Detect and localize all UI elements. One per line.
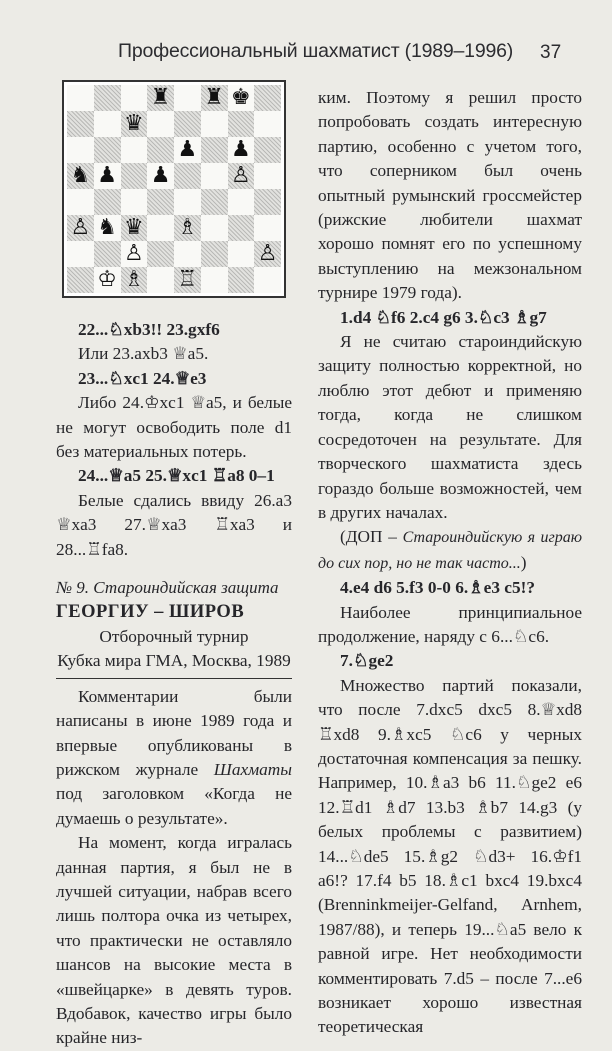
paragraph: Наиболее принципиальное продолжение, наряду с 6...♘c6. — [318, 602, 582, 646]
paragraph: Или 23.axb3 ♕a5. — [78, 344, 209, 364]
chess-piece: ♟ — [177, 137, 198, 162]
board-square — [94, 267, 121, 293]
journal-title: Шахматы — [213, 759, 292, 779]
chess-piece: ♗ — [177, 215, 198, 240]
board-square — [147, 137, 174, 163]
chess-piece: ♙ — [124, 241, 144, 266]
chess-diagram — [62, 80, 286, 298]
chess-piece: ♟ — [97, 163, 117, 188]
right-column — [318, 86, 582, 1040]
board-square — [94, 241, 121, 267]
board-square — [94, 85, 121, 111]
board-square — [254, 267, 281, 293]
board-square — [94, 215, 121, 241]
chess-piece: ♙ — [257, 241, 278, 266]
board-square — [147, 241, 174, 267]
move-line: 1.d4 ♘f6 2.c4 g6 3.♘c3 ♗g7 — [340, 307, 547, 327]
chess-piece: ♟ — [231, 137, 251, 162]
board-square — [94, 189, 121, 215]
board-square — [254, 241, 281, 267]
board-square — [228, 189, 255, 215]
board-square — [67, 241, 94, 267]
chess-piece: ♔ — [97, 267, 117, 292]
chess-piece: ♞ — [97, 215, 117, 240]
board-square — [228, 267, 255, 293]
board-square — [201, 85, 228, 111]
board-square — [147, 85, 174, 111]
board-square — [67, 85, 94, 111]
board-square — [121, 189, 148, 215]
board-square — [254, 163, 281, 189]
board-square — [147, 267, 174, 293]
paragraph: Белые сдались ввиду 26.a3 ♕xa3 27.♕xa3 ♖xa3 и 28...♖fa8. — [56, 490, 292, 559]
chess-piece: ♜ — [150, 85, 171, 110]
board-square — [174, 137, 201, 163]
board-square — [201, 163, 228, 189]
board-square — [147, 163, 174, 189]
board-square — [201, 137, 228, 163]
chess-piece: ♖ — [177, 267, 198, 292]
board-square — [254, 189, 281, 215]
chess-piece: ♛ — [124, 215, 144, 240]
game-number-title: № 9. Староиндийская защита — [56, 578, 279, 598]
board-square — [67, 215, 94, 241]
board-square — [121, 241, 148, 267]
board-square — [67, 137, 94, 163]
board-square — [147, 189, 174, 215]
board-square — [121, 163, 148, 189]
board-square — [67, 111, 94, 137]
page-header — [0, 40, 612, 70]
board-square — [174, 241, 201, 267]
board-square — [174, 267, 201, 293]
event-line: Кубка мира ГМА, Москва, 1989 — [57, 651, 291, 671]
move-line: 22...♘xb3!! 23.gxf6 — [78, 320, 220, 339]
text: (ДОП – — [340, 527, 403, 547]
board-square — [201, 215, 228, 241]
paragraph — [56, 685, 292, 831]
board-square — [201, 111, 228, 137]
board-square — [228, 111, 255, 137]
board-square — [201, 241, 228, 267]
board-square — [67, 189, 94, 215]
chess-piece: ♞ — [70, 163, 91, 188]
board-square — [228, 85, 255, 111]
running-head: Профессиональный шахматист (1989–1996) — [118, 40, 514, 62]
left-column — [56, 318, 292, 1051]
board-square — [121, 85, 148, 111]
move-line: 7.♘ge2 — [340, 651, 394, 671]
board-square — [201, 267, 228, 293]
chess-piece: ♛ — [124, 111, 144, 136]
board-square — [147, 111, 174, 137]
move-line: 4.e4 d6 5.f3 0-0 6.♗e3 c5!? — [340, 578, 535, 598]
board-square — [254, 85, 281, 111]
board-square — [147, 215, 174, 241]
paragraph: ким. Поэтому я решил просто попробовать создать интересную партию, особенно с учетом того, что соперником был очень опытный румынский гроссмейстер (рижские любители шахмат хорошо помнят его по успешному выступлению на межзональном турнире 1979 года). — [318, 88, 582, 303]
chess-piece: ♚ — [231, 85, 251, 110]
board-square — [228, 215, 255, 241]
chess-piece: ♙ — [70, 215, 91, 240]
paragraph: На момент, когда игралась данная партия, я был не в лучшей ситуации, набрав всего лишь полтора очка из четырех, что практически не оставляло шансов на высокие места в «швейцарке» в девять туров. Вдобавок, качество игры было крайне низ- — [56, 833, 292, 1048]
paragraph: Множество партий показали, что после 7.dxc5 dxc5 8.♕xd8 ♖xd8 9.♗xc5 ♘c6 у черных достаточная компенсация за пешку. Например, 10.♗a3 b6 11.♘ge2 e6 12.♖d1 ♗d7 13.b3 ♗b7 14.g3 (у белых проблемы с развитием) 14...♘de5 15.♗g2 ♘d3+ 16.♔f1 a6!? 17.f4 b5 18.♗c1 bxc4 19.bxc4 (Brenninkmeijer-Gelfand, Arnhem, 1987/88), и теперь 19...♘a5 вело к равной игре. Нет необходимости комментировать 7.d5 – после 7...e6 возникает хорошо известная теоретическая — [318, 675, 582, 1037]
board-square — [201, 189, 228, 215]
move-line: 24...♕a5 25.♕xc1 ♖a8 0–1 — [78, 466, 275, 486]
board-square — [121, 137, 148, 163]
board-square — [94, 163, 121, 189]
text: Комментарии были написаны в июне 1989 года и впервые опубликованы в рижском журнале — [56, 686, 292, 779]
board-square — [67, 267, 94, 293]
board-square — [121, 267, 148, 293]
board-square — [254, 137, 281, 163]
chess-piece: ♙ — [231, 163, 251, 188]
board-square — [174, 111, 201, 137]
board-square — [67, 163, 94, 189]
board-square — [121, 111, 148, 137]
event-line: Отборочный турнир — [99, 626, 249, 646]
page-number: 37 — [540, 42, 562, 63]
board-square — [94, 137, 121, 163]
board-square — [94, 111, 121, 137]
game-players: ГЕОРГИУ – ШИРОВ — [56, 602, 245, 623]
move-line: 23...♘xc1 24.♕e3 — [78, 368, 207, 388]
board-square — [228, 163, 255, 189]
chess-piece: ♜ — [204, 85, 224, 110]
board-square — [254, 215, 281, 241]
board-square — [254, 111, 281, 137]
paragraph: Я не считаю староиндийскую защиту полностью корректной, но люблю этот дебют и применяю тогда, когда не слишком сосредоточен на результате. Для творческого шахматиста здесь гораздо больше возможностей, чем в других началах. — [318, 332, 582, 522]
board-square — [174, 189, 201, 215]
paragraph — [318, 525, 582, 576]
chess-piece: ♗ — [124, 267, 144, 292]
board-square — [174, 215, 201, 241]
divider — [56, 678, 292, 679]
italic-note: Староиндийскую я играю до сих пор, но не так часто... — [318, 529, 582, 572]
text: ) — [520, 552, 527, 572]
board-square — [174, 85, 201, 111]
text: под заголовком «Когда не думаешь о результате». — [56, 784, 292, 828]
board-square — [121, 215, 148, 241]
board-square — [228, 241, 255, 267]
chess-piece: ♟ — [150, 163, 171, 188]
board-square — [228, 137, 255, 163]
board-square — [174, 163, 201, 189]
paragraph: Либо 24.♔xc1 ♕a5, и белые не могут освободить поле d1 без материальных потерь. — [56, 393, 292, 462]
chess-board — [67, 85, 281, 293]
